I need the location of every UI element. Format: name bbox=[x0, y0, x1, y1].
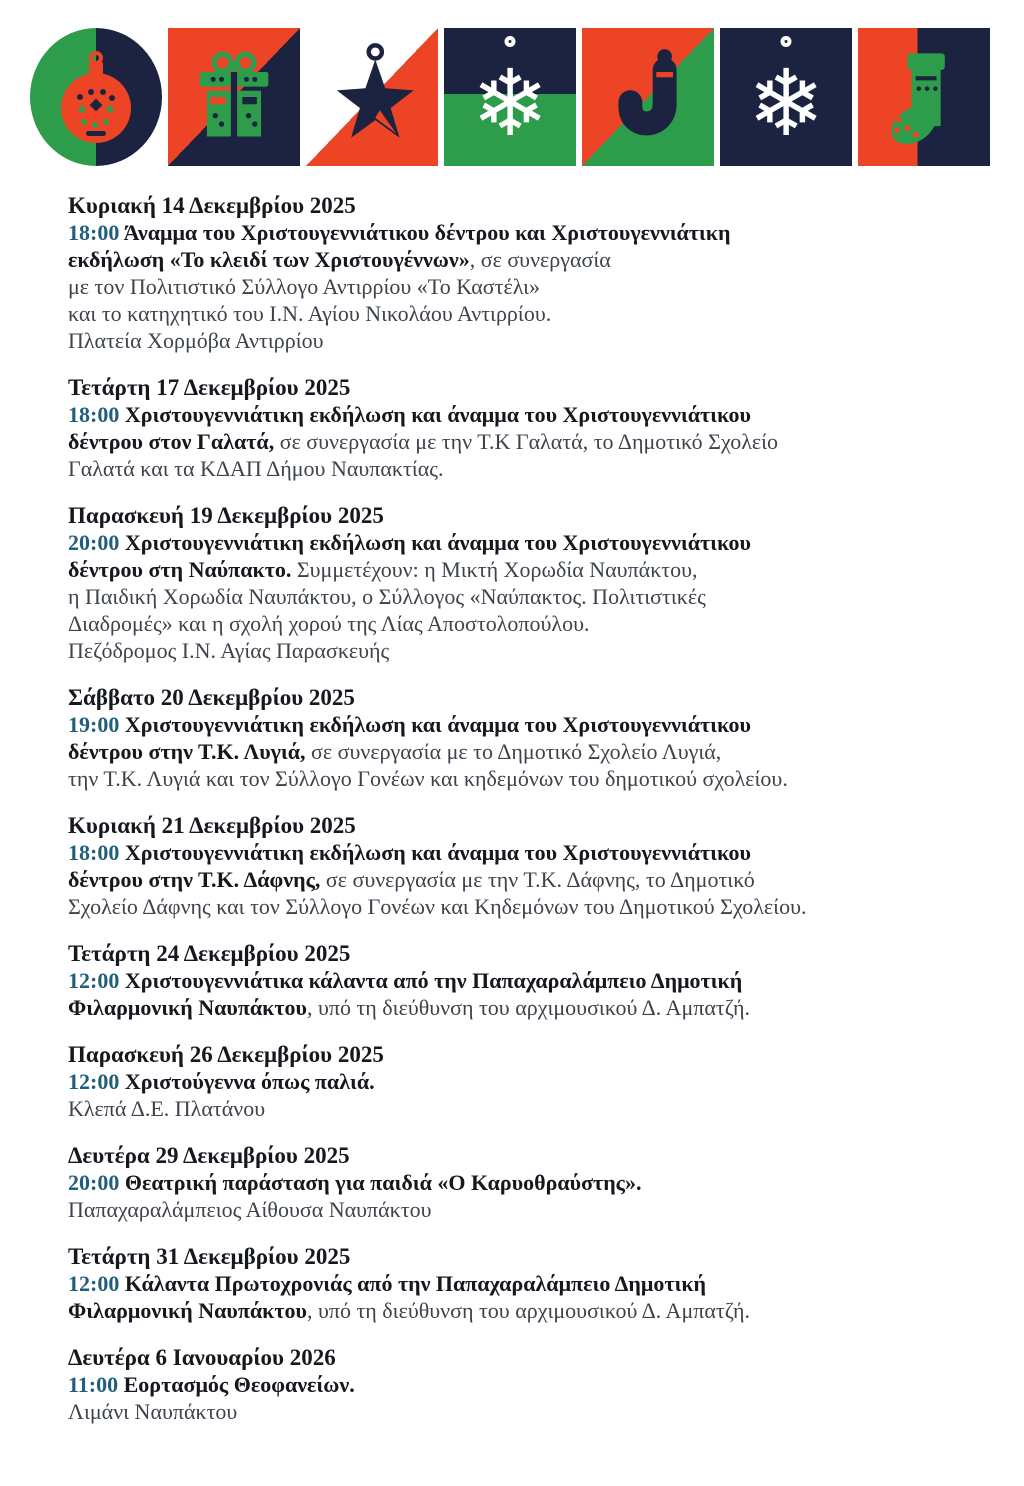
event-line bbox=[68, 1297, 1024, 1324]
event-date: Τετάρτη 24 Δεκεμβρίου 2025 bbox=[68, 941, 351, 966]
event-detail-text: σε συνεργασία με την Τ.Κ Γαλατά, το Δημοτικό Σχολείο bbox=[274, 429, 779, 454]
event-title-text: Χριστουγεννιάτικη εκδήλωση και άναμμα του Χριστουγεννιάτικου bbox=[119, 840, 751, 865]
event-time: 18:00 bbox=[68, 402, 120, 427]
snowflake-hanger-icon bbox=[505, 36, 516, 47]
event-date: Κυριακή 21 Δεκεμβρίου 2025 bbox=[68, 813, 356, 838]
event-line bbox=[68, 428, 1024, 455]
event-date: Τετάρτη 17 Δεκεμβρίου 2025 bbox=[68, 375, 351, 400]
event-line bbox=[68, 1169, 1024, 1196]
event-line bbox=[68, 583, 1024, 610]
event-line bbox=[68, 1095, 1024, 1122]
event-title-text: δέντρου στη Ναύπακτο. bbox=[68, 557, 292, 582]
event-title-text: Χριστουγεννιάτικα κάλαντα από την Παπαχαραλάμπειο Δημοτική bbox=[119, 968, 743, 993]
event-detail-text: Λιμάνι Ναυπάκτου bbox=[68, 1399, 238, 1424]
event-line bbox=[68, 246, 1024, 273]
events-list bbox=[68, 192, 1024, 1425]
snowflake-hanger-icon bbox=[781, 36, 792, 47]
event-date: Τετάρτη 31 Δεκεμβρίου 2025 bbox=[68, 1244, 351, 1269]
event-title-text: Άναμμα του Χριστουγεννιάτικου δέντρου και Χριστουγεννιάτικη bbox=[119, 220, 731, 245]
event-time: 18:00 bbox=[68, 220, 120, 245]
event-title-text: Κάλαντα Πρωτοχρονιάς από την Παπαχαραλάμπειο Δημοτική bbox=[119, 1271, 707, 1296]
event-detail-text: , υπό τη διεύθυνση του αρχιμουσικού Δ. Αμπατζή. bbox=[306, 1298, 750, 1323]
snowflake-icon: ❄ bbox=[471, 50, 549, 157]
event-time: 12:00 bbox=[68, 968, 120, 993]
event-title-text: εκδήλωση «Το κλειδί των Χριστουγέννων» bbox=[68, 247, 470, 272]
event-line bbox=[68, 994, 1024, 1021]
event-line bbox=[68, 1371, 1024, 1398]
event-detail-text: σε συνεργασία με την Τ.Κ. Δάφνης, το Δημοτικό bbox=[320, 867, 755, 892]
event-date: Σάββατο 20 Δεκεμβρίου 2025 bbox=[68, 685, 355, 710]
event-line bbox=[68, 1398, 1024, 1425]
event-title-text: δέντρου στην Τ.Κ. Λυγιά, bbox=[68, 739, 306, 764]
event-title-text: Χριστουγεννιάτικη εκδήλωση και άναμμα του Χριστουγεννιάτικου bbox=[119, 712, 751, 737]
event-detail-text: με τον Πολιτιστικό Σύλλογο Αντιρρίου «Το Καστέλι» bbox=[68, 274, 541, 299]
event-detail-text: Κλεπά Δ.Ε. Πλατάνου bbox=[68, 1096, 266, 1121]
event-block bbox=[68, 812, 1024, 920]
event-line bbox=[68, 455, 1024, 482]
event-line bbox=[68, 556, 1024, 583]
event-block bbox=[68, 940, 1024, 1021]
event-line bbox=[68, 273, 1024, 300]
event-time: 11:00 bbox=[68, 1372, 119, 1397]
event-line bbox=[68, 711, 1024, 738]
event-date: Κυριακή 14 Δεκεμβρίου 2025 bbox=[68, 193, 356, 218]
christmas-banner bbox=[30, 28, 1024, 166]
banner-tile-star bbox=[306, 28, 438, 166]
event-date: Παρασκευή 26 Δεκεμβρίου 2025 bbox=[68, 1042, 384, 1067]
event-detail-text: σε συνεργασία με το Δημοτικό Σχολείο Λυγιά, bbox=[305, 739, 722, 764]
event-line bbox=[68, 967, 1024, 994]
event-title-text: Χριστουγεννιάτικη εκδήλωση και άναμμα του Χριστουγεννιάτικου bbox=[119, 402, 751, 427]
event-time: 20:00 bbox=[68, 530, 120, 555]
banner-tile-snowflake-green bbox=[444, 28, 576, 166]
event-title-text: Χριστούγεννα όπως παλιά. bbox=[119, 1069, 375, 1094]
event-block bbox=[68, 192, 1024, 354]
banner-tile-gift bbox=[168, 28, 300, 166]
event-line bbox=[68, 401, 1024, 428]
event-detail-text: Σχολείο Δάφνης και τον Σύλλογο Γονέων και Κηδεμόνων του Δημοτικού Σχολείου. bbox=[68, 894, 807, 919]
event-block bbox=[68, 1344, 1024, 1425]
event-line bbox=[68, 738, 1024, 765]
event-line bbox=[68, 219, 1024, 246]
event-block bbox=[68, 1142, 1024, 1223]
event-detail-text: την Τ.Κ. Λυγιά και τον Σύλλογο Γονέων και κηδεμόνων του δημοτικού σχολείου. bbox=[68, 766, 788, 791]
event-time: 19:00 bbox=[68, 712, 120, 737]
event-block bbox=[68, 1041, 1024, 1122]
event-line bbox=[68, 300, 1024, 327]
event-block bbox=[68, 374, 1024, 482]
event-detail-text: Διαδρομές» και η σχολή χορού της Λίας Αποστολοπούλου. bbox=[68, 611, 590, 636]
stocking-icon bbox=[872, 45, 976, 149]
banner-tile-candy-cane bbox=[582, 28, 714, 166]
event-date: Δευτέρα 29 Δεκεμβρίου 2025 bbox=[68, 1143, 350, 1168]
event-line bbox=[68, 1270, 1024, 1297]
event-line bbox=[68, 1068, 1024, 1095]
event-block bbox=[68, 502, 1024, 664]
event-line bbox=[68, 866, 1024, 893]
event-line bbox=[68, 327, 1024, 354]
banner-tile-stocking bbox=[858, 28, 990, 166]
event-title-text: δέντρου στον Γαλατά, bbox=[68, 429, 275, 454]
gift-icon bbox=[182, 45, 286, 149]
event-detail-text: Πλατεία Χορμόβα Αντιρρίου bbox=[68, 328, 324, 353]
event-detail-text: , σε συνεργασία bbox=[469, 247, 611, 272]
event-line bbox=[68, 610, 1024, 637]
event-line bbox=[68, 893, 1024, 920]
event-line bbox=[68, 839, 1024, 866]
event-time: 12:00 bbox=[68, 1271, 120, 1296]
candy-cane-icon bbox=[596, 45, 700, 149]
banner-tile-snowflake-navy bbox=[720, 28, 852, 166]
event-block bbox=[68, 1243, 1024, 1324]
event-title-text: Εορτασμός Θεοφανείων. bbox=[118, 1372, 355, 1397]
event-time: 12:00 bbox=[68, 1069, 120, 1094]
event-line bbox=[68, 1196, 1024, 1223]
event-title-text: δέντρου στην Τ.Κ. Δάφνης, bbox=[68, 867, 321, 892]
event-date: Δευτέρα 6 Ιανουαρίου 2026 bbox=[68, 1345, 336, 1370]
event-detail-text: Γαλατά και τα ΚΔΑΠ Δήμου Ναυπακτίας. bbox=[68, 456, 444, 481]
star-icon bbox=[317, 42, 427, 152]
ornament-icon bbox=[46, 47, 146, 147]
event-line bbox=[68, 637, 1024, 664]
event-time: 20:00 bbox=[68, 1170, 120, 1195]
event-title-text: Φιλαρμονική Ναυπάκτου bbox=[68, 995, 307, 1020]
event-detail-text: Παπαχαραλάμπειος Αίθουσα Ναυπάκτου bbox=[68, 1197, 432, 1222]
event-date: Παρασκευή 19 Δεκεμβρίου 2025 bbox=[68, 503, 384, 528]
snowflake-icon: ❄ bbox=[747, 50, 825, 157]
event-detail-text: , υπό τη διεύθυνση του αρχιμουσικού Δ. Αμπατζή. bbox=[306, 995, 750, 1020]
banner-tile-ornament bbox=[30, 28, 162, 166]
event-time: 18:00 bbox=[68, 840, 120, 865]
event-detail-text: Συμμετέχουν: η Μικτή Χορωδία Ναυπάκτου, bbox=[291, 557, 698, 582]
event-detail-text: και το κατηχητικό του Ι.Ν. Αγίου Νικολάου Αντιρρίου. bbox=[68, 301, 552, 326]
event-title-text: Χριστουγεννιάτικη εκδήλωση και άναμμα του Χριστουγεννιάτικου bbox=[119, 530, 751, 555]
event-detail-text: η Παιδική Χορωδία Ναυπάκτου, ο Σύλλογος «Ναύπακτος. Πολιτιστικές bbox=[68, 584, 706, 609]
event-title-text: Φιλαρμονική Ναυπάκτου bbox=[68, 1298, 307, 1323]
event-title-text: Θεατρική παράσταση για παιδιά «Ο Καρυοθραύστης». bbox=[119, 1170, 642, 1195]
event-detail-text: Πεζόδρομος Ι.Ν. Αγίας Παρασκευής bbox=[68, 638, 390, 663]
event-line bbox=[68, 765, 1024, 792]
event-block bbox=[68, 684, 1024, 792]
event-line bbox=[68, 529, 1024, 556]
